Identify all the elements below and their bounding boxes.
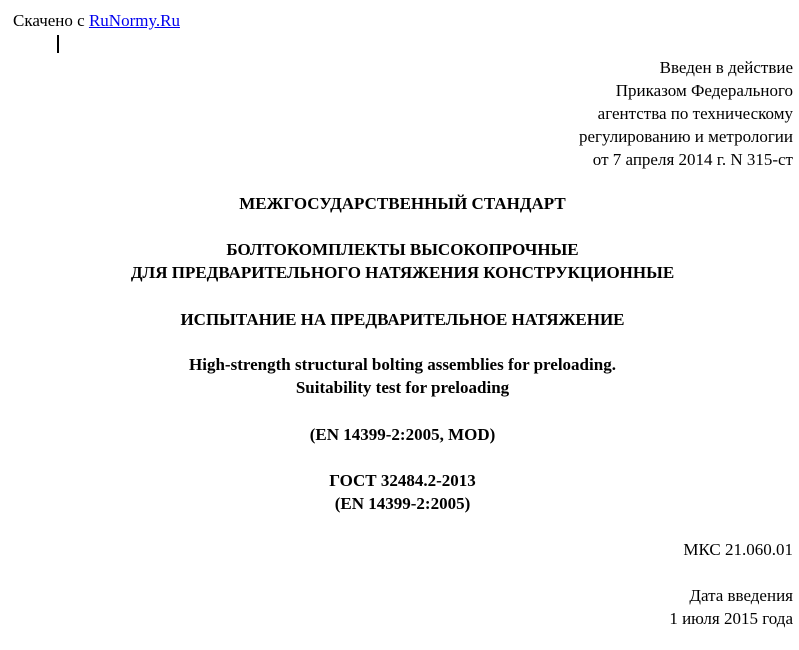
gost-line: ГОСТ 32484.2-2013 xyxy=(329,471,476,490)
standard-type: МЕЖГОСУДАРСТВЕННЫЙ СТАНДАРТ xyxy=(239,194,566,213)
source-prefix: Скачено с xyxy=(13,11,85,30)
enacted-block xyxy=(579,56,793,171)
intro-date-line: 1 июля 2015 года xyxy=(669,609,793,628)
title-en-line: High-strength structural bolting assemblies for preloading. xyxy=(189,355,616,374)
intro-date-line: Дата введения xyxy=(689,586,793,605)
title-ru xyxy=(0,238,799,284)
intro-date xyxy=(669,584,793,630)
source-line xyxy=(13,9,180,32)
title-ru-line: БОЛТОКОМПЛЕКТЫ ВЫСОКОПРОЧНЫЕ xyxy=(226,240,579,259)
enacted-line: от 7 апреля 2014 г. N 315-ст xyxy=(592,150,793,169)
title-en xyxy=(0,353,799,399)
mks-code: МКС 21.060.01 xyxy=(683,540,793,559)
gost-number xyxy=(0,469,799,515)
title-en-line: Suitability test for preloading xyxy=(295,378,510,397)
enacted-line: агентства по техническому xyxy=(597,104,793,123)
enacted-line: Введен в действие xyxy=(659,58,793,77)
gost-line: (EN 14399-2:2005) xyxy=(334,494,471,513)
title-ru-line: ДЛЯ ПРЕДВАРИТЕЛЬНОГО НАТЯЖЕНИЯ КОНСТРУКЦИОННЫЕ xyxy=(130,263,675,282)
en-reference: (EN 14399-2:2005, MOD) xyxy=(309,425,496,444)
subtitle-ru: ИСПЫТАНИЕ НА ПРЕДВАРИТЕЛЬНОЕ НАТЯЖЕНИЕ xyxy=(180,310,625,329)
text-cursor xyxy=(57,35,59,53)
enacted-line: регулированию и метрологии xyxy=(578,127,793,146)
source-link[interactable]: RuNormy.Ru xyxy=(88,11,180,30)
enacted-line: Приказом Федерального xyxy=(615,81,793,100)
